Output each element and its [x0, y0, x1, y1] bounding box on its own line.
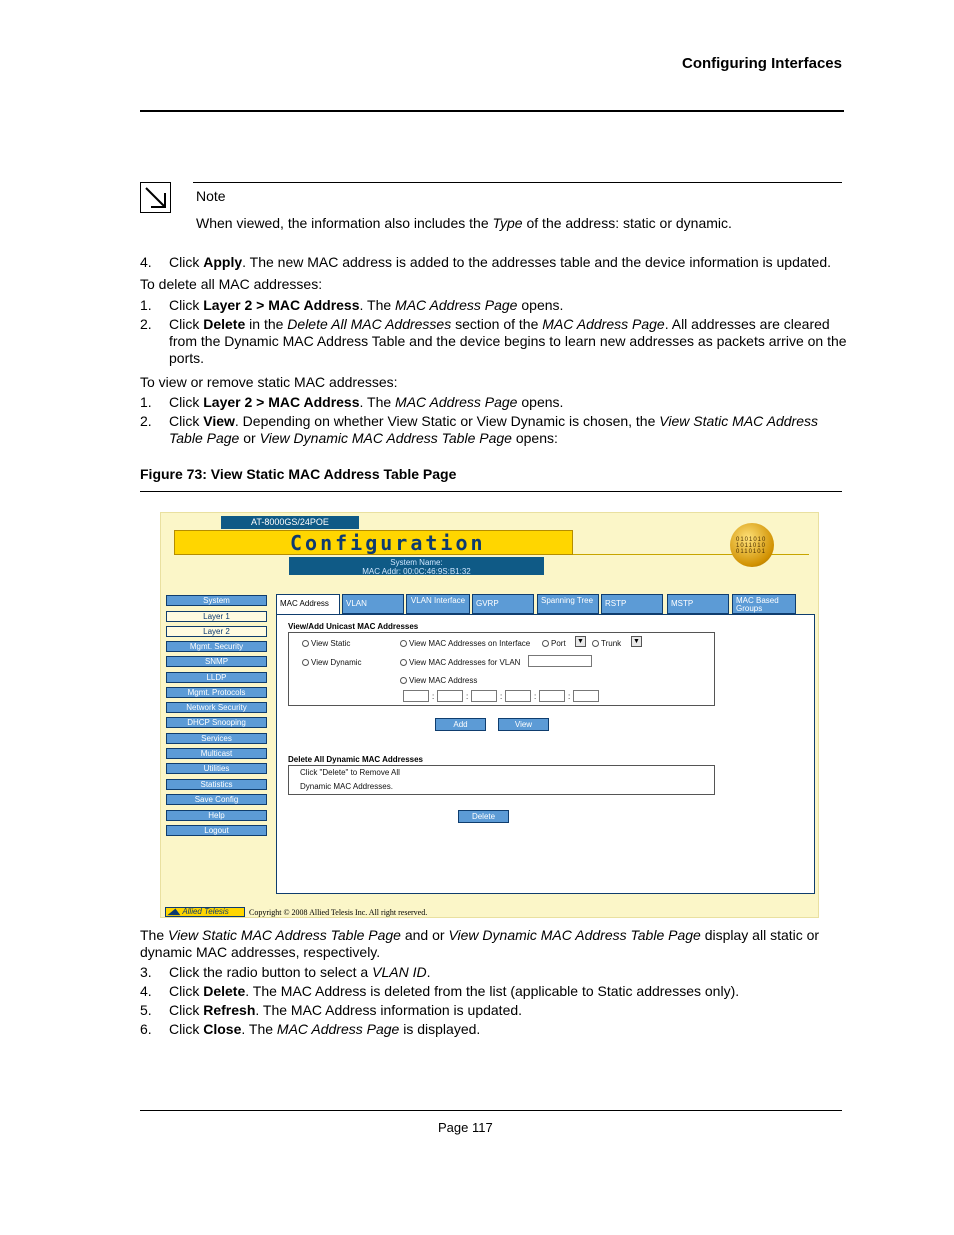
- menu-layer-2[interactable]: Layer 2: [166, 626, 267, 637]
- tab-spanning-tree[interactable]: Spanning Tree: [537, 594, 599, 614]
- step-6-close: 6. Click Close. The MAC Address Page is displayed.: [140, 1021, 481, 1037]
- radio-icon[interactable]: [542, 640, 549, 647]
- radio-icon[interactable]: [592, 640, 599, 647]
- globe-logo-icon: 0101010 1011010 0110101: [730, 523, 774, 567]
- mac-separator: :: [466, 692, 469, 701]
- after-figure-line2: dynamic MAC addresses, respectively.: [140, 944, 381, 960]
- section-delete-all-dynamic: Delete All Dynamic MAC Addresses: [288, 755, 424, 764]
- mac-separator: :: [534, 692, 537, 701]
- radio-icon[interactable]: [302, 640, 309, 647]
- configuration-title: Configuration: [290, 531, 486, 555]
- note-heading: Note: [196, 188, 226, 204]
- note-text: When viewed, the information also includes the Type of the address: static or dynamic.: [196, 215, 732, 231]
- mac-octet-3-input[interactable]: [471, 690, 497, 702]
- menu-save-config[interactable]: Save Config: [166, 794, 267, 805]
- view-button[interactable]: View: [498, 718, 549, 731]
- mac-addr-label: MAC Addr: 00:0C:46:9S:B1:32: [362, 567, 471, 576]
- trunk-select-chevron-down-icon[interactable]: ▼: [631, 636, 642, 647]
- menu-system[interactable]: System: [166, 595, 267, 606]
- radio-icon[interactable]: [302, 659, 309, 666]
- radio-icon[interactable]: [400, 640, 407, 647]
- mac-separator: :: [568, 692, 571, 701]
- vlan-input[interactable]: [528, 655, 592, 667]
- menu-help[interactable]: Help: [166, 810, 267, 821]
- tab-rstp[interactable]: RSTP: [601, 594, 663, 614]
- figure-caption: Figure 73: View Static MAC Address Table Page: [140, 466, 457, 482]
- tab-gvrp[interactable]: GVRP: [472, 594, 534, 614]
- delete-info-line2: Dynamic MAC Addresses.: [300, 782, 393, 791]
- tab-vlan-interface[interactable]: VLAN Interface: [406, 594, 470, 614]
- delete-step-2-line3: ports.: [169, 350, 205, 366]
- header-rule: [140, 110, 844, 112]
- delete-step-1: 1. Click Layer 2 > MAC Address. The MAC Address Page opens.: [140, 297, 564, 313]
- option-view-dynamic[interactable]: View Dynamic: [302, 658, 362, 667]
- option-for-vlan[interactable]: View MAC Addresses for VLAN: [400, 658, 520, 667]
- tab-mac-based-groups[interactable]: MAC Based Groups: [732, 594, 796, 614]
- menu-multicast[interactable]: Multicast: [166, 748, 267, 759]
- step-4-apply: 4. Click Apply. The new MAC address is added to the addresses table and the device information is updated.: [140, 254, 831, 270]
- option-port[interactable]: Port: [542, 639, 566, 648]
- menu-mgmt-protocols[interactable]: Mgmt. Protocols: [166, 687, 267, 698]
- step-5-refresh: 5. Click Refresh. The MAC Address information is updated.: [140, 1002, 523, 1018]
- view-step-2: 2. Click View. Depending on whether View Static or View Dynamic is chosen, the View Static MAC Address: [140, 413, 818, 429]
- mac-octet-4-input[interactable]: [505, 690, 531, 702]
- note-rule: [193, 182, 842, 183]
- option-mac-address[interactable]: View MAC Address: [400, 676, 477, 685]
- tab-vlan[interactable]: VLAN: [342, 594, 404, 614]
- option-view-static[interactable]: View Static: [302, 639, 350, 648]
- copyright-text: Copyright © 2008 Allied Telesis Inc. All right reserved.: [249, 908, 428, 917]
- menu-mgmt-security[interactable]: Mgmt. Security: [166, 641, 267, 652]
- radio-icon[interactable]: [400, 659, 407, 666]
- tab-mstp[interactable]: MSTP: [667, 594, 729, 614]
- port-select-chevron-down-icon[interactable]: ▼: [575, 636, 586, 647]
- view-step-2-line2: Table Page or View Dynamic MAC Address Table Page opens:: [169, 430, 558, 446]
- delete-step-2: 2. Click Delete in the Delete All MAC Addresses section of the MAC Address Page. All addresses are cleared: [140, 316, 830, 332]
- mac-octet-6-input[interactable]: [573, 690, 599, 702]
- step-3-select-vlan: 3. Click the radio button to select a VLAN ID.: [140, 964, 431, 980]
- menu-logout[interactable]: Logout: [166, 825, 267, 836]
- figure-rule: [140, 491, 842, 492]
- device-model-label: AT-8000GS/24POE: [221, 516, 359, 529]
- delete-button[interactable]: Delete: [458, 810, 509, 823]
- mac-octet-1-input[interactable]: [403, 690, 429, 702]
- footer-rule: [140, 1110, 842, 1111]
- option-trunk[interactable]: Trunk: [592, 639, 621, 648]
- view-step-1: 1. Click Layer 2 > MAC Address. The MAC Address Page opens.: [140, 394, 564, 410]
- mac-separator: :: [500, 692, 503, 701]
- step-4-delete: 4. Click Delete. The MAC Address is deleted from the list (applicable to Static addresses only).: [140, 983, 740, 999]
- system-info-box: [289, 557, 544, 575]
- allied-telesis-logo: ◢◣ Allied Telesis: [165, 907, 245, 917]
- menu-statistics[interactable]: Statistics: [166, 779, 267, 790]
- section-view-add-unicast: View/Add Unicast MAC Addresses: [288, 622, 419, 631]
- menu-layer-1[interactable]: Layer 1: [166, 611, 267, 622]
- add-button[interactable]: Add: [435, 718, 486, 731]
- menu-services[interactable]: Services: [166, 733, 267, 744]
- menu-utilities[interactable]: Utilities: [166, 763, 267, 774]
- option-on-interface[interactable]: View MAC Addresses on Interface: [400, 639, 530, 648]
- menu-lldp[interactable]: LLDP: [166, 672, 267, 683]
- delete-step-2-line2: from the Dynamic MAC Address Table and the device begins to learn new addresses as packets arrive on the: [169, 333, 847, 349]
- mac-octet-5-input[interactable]: [539, 690, 565, 702]
- logo-mark-icon: ◢◣: [168, 907, 181, 916]
- delete-intro: To delete all MAC addresses:: [140, 276, 323, 292]
- tab-mac-address[interactable]: MAC Address: [276, 594, 340, 615]
- system-name-label: System Name:: [390, 558, 443, 567]
- mac-separator: :: [432, 692, 435, 701]
- page-number: Page 117: [438, 1120, 493, 1135]
- radio-icon[interactable]: [400, 677, 407, 684]
- view-intro: To view or remove static MAC addresses:: [140, 374, 398, 390]
- mac-octet-2-input[interactable]: [437, 690, 463, 702]
- after-figure-line1: The View Static MAC Address Table Page and or View Dynamic MAC Address Table Page display all static or: [140, 927, 820, 943]
- note-icon: [140, 182, 171, 213]
- delete-info-line1: Click "Delete" to Remove All: [300, 768, 400, 777]
- page-header-title: Configuring Interfaces: [681, 55, 842, 72]
- menu-network-security[interactable]: Network Security: [166, 702, 267, 713]
- menu-snmp[interactable]: SNMP: [166, 656, 267, 667]
- menu-dhcp-snooping[interactable]: DHCP Snooping: [166, 717, 267, 728]
